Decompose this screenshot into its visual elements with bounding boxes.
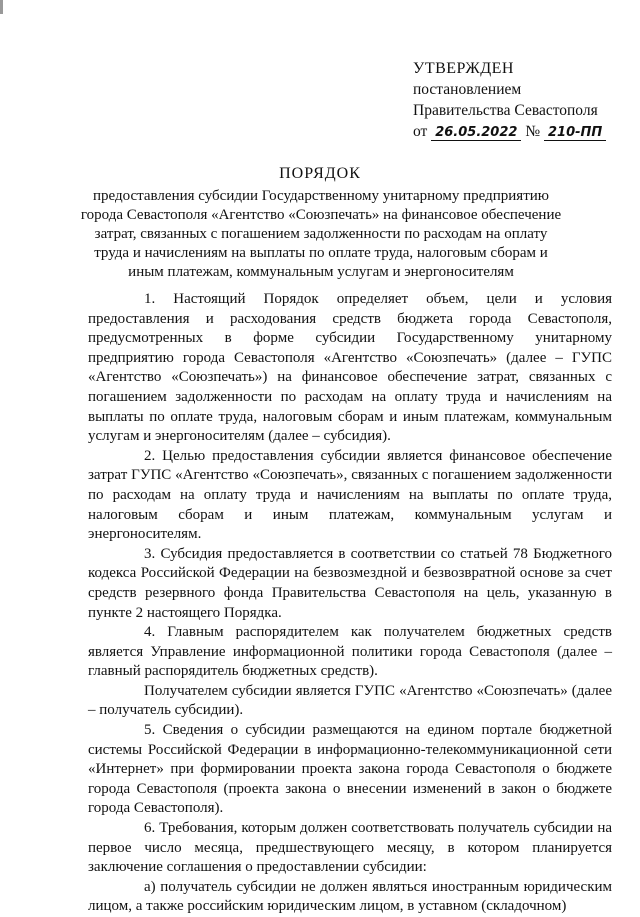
paragraph-5: 5. Сведения о субсидии размещаются на едином портале бюджетной системы Российской Федерации в информационно-телекоммуникационной сети «Интернет» при формировании проекта закона города Севастополя о бюджете города Севастополя (проекта закона о внесении изменений в закон о бюджете города Севастополя). xyxy=(88,722,612,817)
approval-line-2: Правительства Севастополя xyxy=(413,102,598,119)
approval-block xyxy=(413,58,628,143)
document-body xyxy=(88,290,612,917)
paragraph-6a: а) получатель субсидии не должен являться иностранным юридическим лицом, а также российским юридическим лицом, в уставном (складочном) xyxy=(88,878,612,915)
scan-edge-mark xyxy=(0,0,3,14)
document-subtitle: предоставления субсидии Государственному унитарному предприятию города Севастополя «Агентство «Союзпечать» на финансовое обеспечение затрат, связанных с погашением задолженности по расходам на оплату труда и начислениям на выплаты по оплате труда, налоговым сборам и иным платежам, коммунальным услугам и энергоносителям xyxy=(80,188,562,280)
paragraph-3: 3. Субсидия предоставляется в соответствии со статьей 78 Бюджетного кодекса Российской Федерации на безвозмездной и безвозвратной основе за счет средств резервного фонда Правительства Севастополя на цель, указанную в пункте 2 настоящего Порядка. xyxy=(88,545,612,621)
approval-line-1: постановлением xyxy=(413,81,522,98)
document-title: ПОРЯДОК xyxy=(279,165,361,182)
from-label: от xyxy=(413,123,428,140)
approval-date-line xyxy=(413,121,628,143)
approval-date: 26.05.2022 xyxy=(431,125,521,141)
paragraph-4: 4. Главным распорядителем как получателем бюджетных средств является Управление информационной политики города Севастополя (далее – главный распорядитель бюджетных средств). xyxy=(88,624,612,680)
number-label: № xyxy=(525,123,541,140)
paragraph-6: 6. Требования, которым должен соответствовать получатель субсидии на первое число месяца, предшествующего месяцу, в котором планируется заключение соглашения о предоставлении субсидии: xyxy=(88,820,612,876)
paragraph-recipient: Получателем субсидии является ГУПС «Агентство «Союзпечать» (далее – получатель субсидии). xyxy=(88,682,612,719)
approval-heading: УТВЕРЖДЕН xyxy=(413,60,514,77)
paragraph-2: 2. Целью предоставления субсидии является финансовое обеспечение затрат ГУПС «Агентство «Союзпечать», связанных с погашением задолженности по расходам на оплату труда и начислениям на выплаты по оплате труда, налоговым сборам и иным платежам, коммунальным услугам и энергоносителям. xyxy=(88,447,612,543)
approval-number: 210-ПП xyxy=(544,125,606,141)
paragraph-1: 1. Настоящий Порядок определяет объем, цели и условия предоставления и расходования средств бюджета города Севастополя, предусмотренных в форме субсидии Государственному унитарному предприятию города Севастополя «Агентство «Союзпечать» (далее – ГУПС «Агентство «Союзпечать») на финансовое обеспечение затрат, связанных с погашением задолженности по расходам на оплату труда и начислениям на выплаты по оплате труда, налоговым сборам и иным платежам, коммунальным услугам и энергоносителям (далее – субсидия). xyxy=(88,291,612,445)
